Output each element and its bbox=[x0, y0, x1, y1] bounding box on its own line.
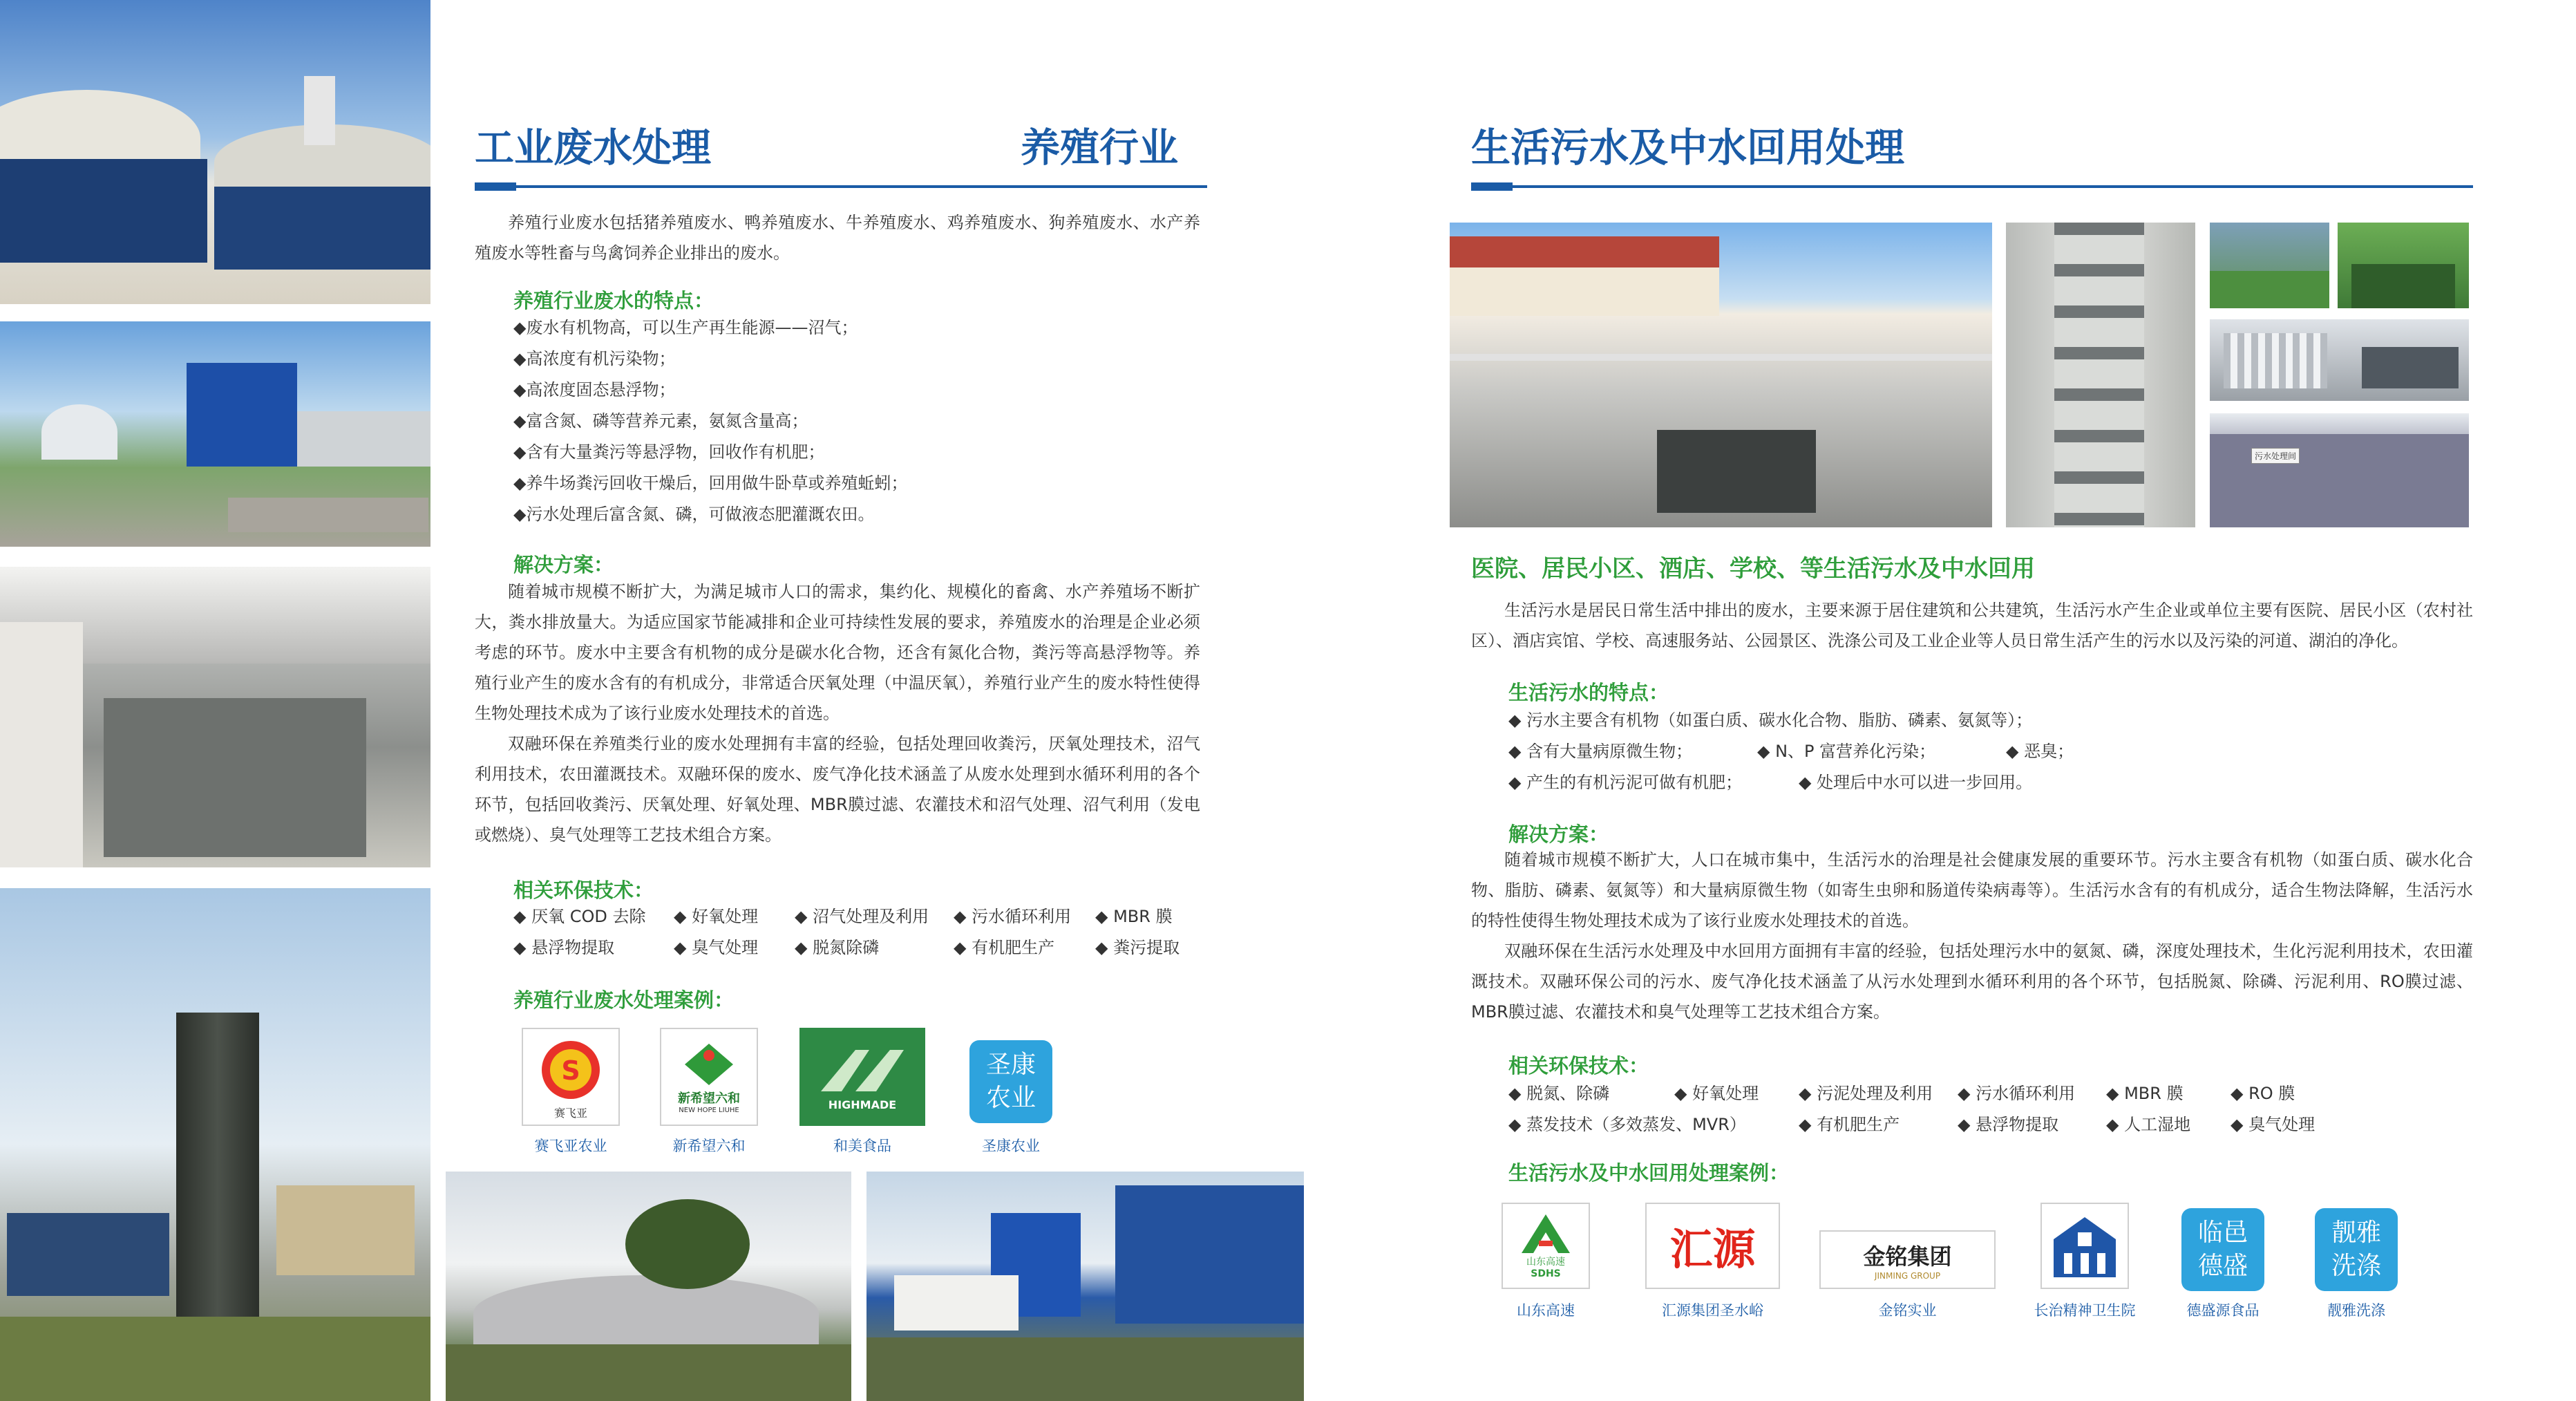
tech-item: ◆ 人工湿地 bbox=[2106, 1115, 2191, 1134]
tech-item: ◆ 有机肥生产 bbox=[954, 938, 1055, 957]
farming-intro-text: 养殖行业废水包括猪养殖废水、鸭养殖废水、牛养殖废水、鸡养殖废水、狗养殖废水、水产养殖废水等牲畜与鸟禽饲养企业排出的废水。 bbox=[475, 213, 1200, 263]
farming-tech-grid bbox=[513, 901, 1180, 963]
farming-features-list bbox=[513, 312, 907, 530]
domestic-features-title: 生活污水的特点： bbox=[1508, 681, 1669, 704]
feature-item: ◆ 处理后中水可以进一步回用。 bbox=[1799, 773, 2033, 792]
domestic-tech-grid bbox=[1508, 1078, 2315, 1140]
logo-shengkang: 圣康 农业 bbox=[969, 1040, 1052, 1123]
list-item: ◆废水有机物高，可以生产再生能源——沼气； bbox=[513, 318, 858, 337]
logo-desheng: 临邑 德盛 bbox=[2181, 1208, 2264, 1291]
case-caption: 汇源集团圣水峪 bbox=[1662, 1302, 1763, 1319]
title-rule-accent-left bbox=[475, 182, 516, 191]
logo-saifeiya bbox=[522, 1028, 620, 1126]
feature-item: ◆ N、P 富营养化污染； bbox=[1757, 742, 1936, 761]
list-item bbox=[1508, 767, 2074, 798]
section-title-domestic: 生活污水及中水回用处理 bbox=[1471, 125, 1904, 171]
svg-text:S: S bbox=[561, 1055, 580, 1086]
case-caption: 金铭实业 bbox=[1878, 1302, 1937, 1319]
tech-item: ◆ 蒸发技术（多效蒸发、MVR） bbox=[1508, 1115, 1746, 1134]
hospital-building-icon bbox=[2047, 1212, 2123, 1281]
list-item: ◆富含氮、磷等营养元素，氨氮含量高； bbox=[513, 411, 808, 431]
logo-sdhs-text: 山东高速 bbox=[1526, 1256, 1565, 1268]
farming-solution-p2: 双融环保在养殖类行业的废水处理拥有丰富的经验，包括处理回收粪污，厌氧处理技术，沼气利用技术，农田灌溉技术。双融环保的废水、废气净化技术涵盖了从废水处理到水循环利用的各个环节，包括回收粪污、厌氧处理、好氧处理、MBR膜过滤、农灌技术和沼气处理、沼气利用（发电或燃烧）、臭气处理等工艺技术组合方案。 bbox=[475, 734, 1200, 845]
photo-mbr-channel bbox=[2006, 223, 2195, 527]
farming-solution bbox=[475, 576, 1200, 850]
tech-item: ◆ 厌氧 COD 去除 bbox=[513, 907, 646, 926]
list-item: ◆高浓度固态悬浮物； bbox=[513, 380, 676, 399]
case-caption: 靓雅洗涤 bbox=[2327, 1302, 2385, 1319]
tech-row bbox=[1508, 1109, 2315, 1140]
list-item: ◆含有大量粪污等悬浮物，回收作有机肥； bbox=[513, 442, 825, 462]
sdhs-a-icon bbox=[1518, 1213, 1573, 1254]
case-caption: 新希望六和 bbox=[672, 1138, 746, 1154]
logo-highmade bbox=[799, 1028, 925, 1126]
photo-treatment-pools bbox=[1450, 223, 1992, 527]
domestic-solution-p2: 双融环保在生活污水处理及中水回用方面拥有丰富的经验，包括处理污水中的氨氮、磷，深度处理技术，生化污泥利用技术，农田灌溉技术。双融环保公司的污水、废气净化技术涵盖了从污水处理到水循环利用的各个环节，包括脱氮、除磷、污泥利用、RO膜过滤、MBR膜过滤、农灌技术和臭气处理等工艺技术组合方案。 bbox=[1471, 941, 2473, 1022]
logo-changzhi-hospital bbox=[2040, 1203, 2129, 1289]
tech-item: ◆ MBR 膜 bbox=[2106, 1084, 2184, 1103]
logo-huiyuan-text: 汇源 bbox=[1669, 1224, 1756, 1275]
domestic-tech-title: 相关环保技术： bbox=[1508, 1054, 1649, 1078]
tech-item: ◆ 好氧处理 bbox=[1674, 1084, 1759, 1103]
domestic-cases-title: 生活污水及中水回用处理案例： bbox=[1508, 1161, 1790, 1185]
tech-item: ◆ 脱氮、除磷 bbox=[1508, 1084, 1610, 1103]
list-item: ◆养牛场粪污回收干燥后，回用做牛卧草或养殖蚯蚓； bbox=[513, 473, 908, 493]
photo-blue-building-site bbox=[866, 1172, 1304, 1401]
tech-item: ◆ 脱氮除磷 bbox=[795, 938, 880, 957]
logo-jinming-sub: JINMING GROUP bbox=[1874, 1270, 1941, 1281]
tech-item: ◆ RO 膜 bbox=[2231, 1084, 2295, 1103]
case-caption: 圣康农业 bbox=[982, 1138, 1040, 1154]
tech-item: ◆ 污水循环利用 bbox=[954, 907, 1072, 926]
photo-indoor-treatment-tanks bbox=[0, 567, 430, 867]
logo-jinming bbox=[1819, 1230, 1996, 1289]
logo-newhope bbox=[660, 1028, 758, 1126]
logo-liangya: 靓雅 洗涤 bbox=[2315, 1208, 2398, 1291]
list-item: ◆污水处理后富含氮、磷，可做液态肥灌溉农田。 bbox=[513, 505, 875, 524]
case-caption: 山东高速 bbox=[1517, 1302, 1575, 1319]
photo-blue-tank-site bbox=[0, 321, 430, 547]
feature-item: ◆ 含有大量病原微生物； bbox=[1508, 742, 1693, 761]
tech-item: ◆ 悬浮物提取 bbox=[513, 938, 615, 957]
farming-intro bbox=[475, 207, 1200, 268]
highmade-arrow-icon bbox=[814, 1043, 911, 1098]
section-title-industrial: 工业废水处理 bbox=[475, 125, 711, 171]
domestic-features-list bbox=[1508, 705, 2074, 798]
domestic-intro-text: 生活污水是居民日常生活中排出的废水，主要来源于居住建筑和公共建筑，生活污水产生企业或单位主要有医院、居民小区（农村社区）、酒店宾馆、学校、高速服务站、公园景区、洗涤公司及工业企业等人员日常生活产生的污水以及污染的河道、湖泊的净化。 bbox=[1471, 601, 2473, 650]
list-item: ◆高浓度有机污染物； bbox=[513, 349, 676, 368]
logo-newhope-sub: NEW HOPE LIUHE bbox=[679, 1106, 739, 1114]
title-rule-accent-right bbox=[1471, 182, 1513, 191]
tech-item: ◆ 悬浮物提取 bbox=[1958, 1115, 2059, 1134]
domestic-solution-p1: 随着城市规模不断扩大，人口在城市集中，生活污水的治理是社会健康发展的重要环节。污水主要含有机物（如蛋白质、碳水化合物、脂肪、磷素、氨氮等）和大量病原微生物（如寄生虫卵和肠道传染病毒等）。生活污水含有的有机成分，适合生物法降解，生活污水的特性使得生物处理技术成为了该行业废水处理技术的首选。 bbox=[1471, 850, 2473, 930]
photo-reactor-tower bbox=[0, 888, 430, 1401]
tech-item: ◆ 有机肥生产 bbox=[1799, 1115, 1900, 1134]
title-rule-right bbox=[1471, 185, 2473, 188]
case-caption: 和美食品 bbox=[833, 1138, 891, 1154]
tech-item: ◆ 臭气处理 bbox=[2231, 1115, 2315, 1134]
section-title-farming: 养殖行业 bbox=[1021, 125, 1178, 171]
logo-jinming-text: 金铭集团 bbox=[1863, 1243, 1952, 1270]
logo-highmade-text: HIGHMADE bbox=[828, 1098, 897, 1111]
tech-row bbox=[513, 932, 1180, 963]
container-sign: 污水处理间 bbox=[2251, 448, 2300, 464]
list-item bbox=[1508, 705, 2074, 736]
farming-cases-title: 养殖行业废水处理案例： bbox=[513, 988, 735, 1012]
tech-item: ◆ 臭气处理 bbox=[674, 938, 759, 957]
logo-sdhs-sub: SDHS bbox=[1531, 1268, 1561, 1279]
feature-item: ◆ 恶臭； bbox=[2006, 742, 2074, 761]
list-item bbox=[1508, 736, 2074, 767]
tech-item: ◆ 污水循环利用 bbox=[1958, 1084, 2076, 1103]
title-rule-left bbox=[475, 185, 1207, 188]
case-caption: 长治精神卫生院 bbox=[2034, 1302, 2136, 1319]
logo-huiyuan bbox=[1645, 1203, 1780, 1289]
photo-biogas-domes bbox=[0, 0, 430, 304]
feature-item: ◆ 产生的有机污泥可做有机肥； bbox=[1508, 773, 1743, 792]
tech-row bbox=[513, 901, 1180, 932]
domestic-solution bbox=[1471, 845, 2473, 1027]
domestic-intro bbox=[1471, 595, 2473, 656]
tech-item: ◆ 粪污提取 bbox=[1095, 938, 1180, 957]
photo-treatment-container bbox=[2210, 413, 2469, 527]
tech-item: ◆ MBR 膜 bbox=[1095, 907, 1173, 926]
photo-wetland bbox=[2210, 223, 2329, 308]
case-caption: 赛飞亚农业 bbox=[534, 1138, 607, 1154]
photo-green-slope bbox=[2338, 223, 2469, 308]
logo-sdhs bbox=[1502, 1203, 1590, 1289]
farming-features-title: 养殖行业废水的特点： bbox=[513, 289, 714, 312]
tech-item: ◆ 沼气处理及利用 bbox=[795, 907, 929, 926]
farming-solution-p1: 随着城市规模不断扩大，为满足城市人口的需求，集约化、规模化的畜禽、水产养殖场不断扩大，粪水排放量大。为适应国家节能减排和企业可持续性发展的要求，养殖废水的治理是企业必须考虑的环节。废水中主要含有机物的成分是碳水化合物，还含有氮化合物，粪污等高悬浮物等。养殖行业产生的废水含有的有机成分，非常适合厌氧处理（中温厌氧），养殖行业产生的废水特性使得生物处理技术成为了该行业废水处理技术的首选。 bbox=[475, 582, 1200, 723]
newhope-leaf-icon bbox=[678, 1040, 740, 1089]
farming-tech-title: 相关环保技术： bbox=[513, 878, 654, 902]
logo-saifeiya-text: 赛飞亚 bbox=[553, 1107, 587, 1120]
tech-item: ◆ 好氧处理 bbox=[674, 907, 759, 926]
photo-covered-lagoon bbox=[446, 1172, 851, 1401]
farming-solution-title: 解决方案： bbox=[513, 553, 614, 576]
photo-ro-equipment bbox=[2210, 319, 2469, 401]
feature-item: ◆ 污水主要含有机物（如蛋白质、碳水化合物、脂肪、磷素、氨氮等）； bbox=[1508, 711, 2033, 730]
tech-item: ◆ 污泥处理及利用 bbox=[1799, 1084, 1933, 1103]
domestic-solution-title: 解决方案： bbox=[1508, 822, 1609, 846]
domestic-subtitle: 医院、居民小区、酒店、学校、等生活污水及中水回用 bbox=[1471, 555, 2035, 583]
case-caption: 德盛源食品 bbox=[2186, 1302, 2260, 1319]
tech-row bbox=[1508, 1078, 2315, 1109]
logo-newhope-text: 新希望六和 bbox=[678, 1091, 740, 1106]
